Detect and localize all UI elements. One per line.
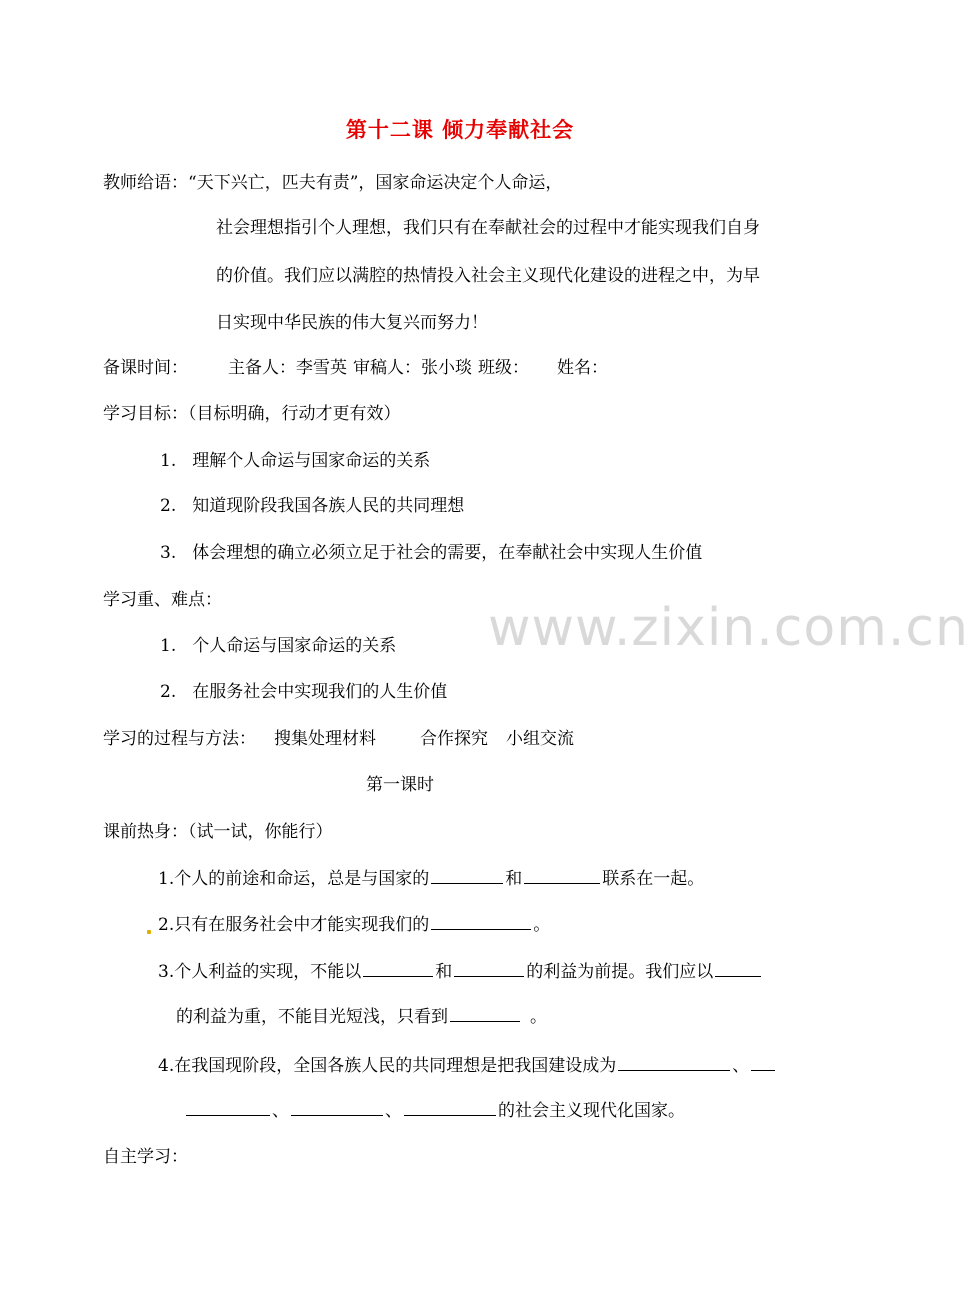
fill-blank[interactable] [715, 959, 761, 977]
method-item: 小组交流 [506, 729, 574, 749]
question-text: 和 [505, 869, 523, 889]
prep-time-label: 备课时间： [103, 358, 188, 378]
prep-info-row [103, 356, 608, 380]
question-text: 、 [385, 1101, 402, 1121]
fill-blank[interactable] [291, 1098, 383, 1116]
fill-blank[interactable] [186, 1098, 270, 1116]
lesson-label: 第一课时 [366, 775, 434, 795]
goal-item [160, 494, 464, 518]
goal-text: 体会理想的确立必须立足于社会的需要，在奉献社会中实现人生价值 [192, 543, 703, 563]
question-text: 的利益为重，不能目光短浅，只看到 [176, 1007, 448, 1027]
fill-blank[interactable] [404, 1098, 496, 1116]
question-text: 和 [435, 962, 453, 982]
method-item: 搜集处理材料 [274, 729, 376, 749]
question-text: 。 [533, 915, 551, 935]
question-2 [146, 912, 550, 936]
question-1 [158, 866, 704, 890]
question-3-cont [176, 1004, 547, 1028]
fill-blank[interactable] [450, 1004, 520, 1022]
question-text: 的利益为前提。我们应以 [526, 962, 714, 982]
goal-text: 知道现阶段我国各族人民的共同理想 [192, 496, 465, 516]
prep-author: 主备人：李雪英 [228, 358, 347, 378]
methods-label: 学习的过程与方法： [103, 729, 256, 749]
question-text: 3.个人利益的实现，不能以 [158, 962, 362, 982]
key-point-number: 2. [160, 682, 177, 702]
question-text: 。 [530, 1007, 547, 1027]
question-text: 4.在我国现阶段，全国各族人民的共同理想是把我国建设成为 [158, 1056, 617, 1076]
intro-line-1: 教师给语：“天下兴亡，匹夫有责”，国家命运决定个人命运， [103, 173, 563, 193]
goal-item [160, 541, 702, 565]
intro-line-4: 日实现中华民族的伟大复兴而努力！ [216, 313, 488, 333]
question-4-cont [184, 1098, 685, 1122]
key-point-text: 个人命运与国家命运的关系 [192, 636, 397, 656]
goal-item [160, 449, 430, 473]
goal-number: 3. [160, 543, 177, 563]
key-point-text: 在服务社会中实现我们的人生价值 [192, 682, 448, 702]
prep-class-label: 班级： [478, 358, 529, 378]
key-point-number: 1. [160, 636, 177, 656]
question-text: 的社会主义现代化国家。 [498, 1101, 685, 1121]
marker-dot [147, 930, 151, 934]
question-text: 联系在一起。 [602, 869, 705, 889]
question-text: 、 [272, 1101, 289, 1121]
question-4 [158, 1053, 777, 1077]
goal-number: 1. [160, 451, 177, 471]
fill-blank[interactable] [618, 1053, 730, 1071]
question-text: 、 [732, 1056, 750, 1076]
goal-number: 2. [160, 496, 177, 516]
intro-line-2: 社会理想指引个人理想，我们只有在奉献社会的过程中才能实现我们自身 [216, 218, 760, 238]
self-study-heading: 自主学习： [103, 1147, 188, 1167]
key-points-heading: 学习重、难点： [103, 590, 222, 610]
watermark-text: www.zixin.com.cn [488, 598, 969, 658]
intro-line-3: 的价值。我们应以满腔的热情投入社会主义现代化建设的进程之中，为早 [216, 266, 760, 286]
goals-heading: 学习目标：（目标明确，行动才更有效） [103, 404, 401, 424]
fill-blank[interactable] [524, 866, 600, 884]
question-text: 2.只有在服务社会中才能实现我们的 [158, 915, 430, 935]
key-point-item [160, 680, 447, 704]
methods-row [103, 727, 574, 751]
fill-blank[interactable] [431, 912, 531, 930]
fill-blank[interactable] [454, 959, 524, 977]
question-text: 1.个人的前途和命运，总是与国家的 [158, 869, 430, 889]
key-point-item [160, 634, 396, 658]
question-3 [158, 959, 763, 983]
fill-blank[interactable] [431, 866, 503, 884]
warmup-heading: 课前热身：（试一试，你能行） [103, 822, 333, 842]
page-title: 第十二课 倾力奉献社会 [345, 117, 575, 142]
prep-reviewer: 审稿人：张小琰 [353, 358, 472, 378]
prep-name-label: 姓名： [557, 358, 608, 378]
goal-text: 理解个人命运与国家命运的关系 [192, 451, 431, 471]
method-item: 合作探究 [420, 729, 488, 749]
fill-blank[interactable] [751, 1053, 775, 1071]
fill-blank[interactable] [363, 959, 433, 977]
